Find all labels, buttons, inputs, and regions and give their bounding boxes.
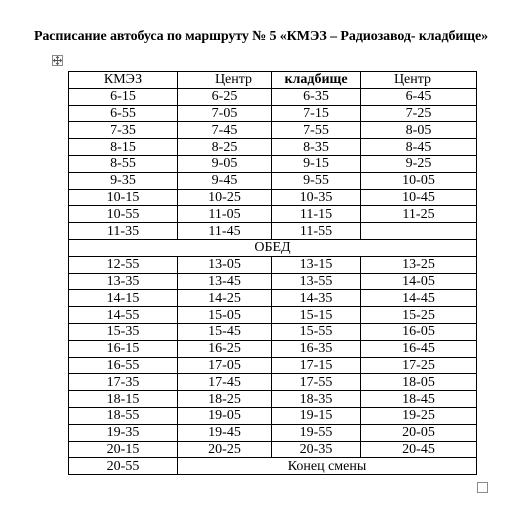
time-cell: 9-35: [69, 172, 178, 189]
time-cell: 15-25: [361, 307, 477, 324]
table-row: [69, 424, 477, 441]
break-row: [69, 239, 477, 256]
table-row: [69, 407, 477, 424]
last-row: [69, 458, 477, 475]
time-cell: 11-55: [272, 223, 361, 240]
time-cell: 10-15: [69, 189, 178, 206]
time-cell: 19-25: [361, 407, 477, 424]
time-cell: 13-35: [69, 273, 178, 290]
time-cell: 11-35: [69, 223, 178, 240]
time-cell: 11-05: [178, 206, 272, 223]
schedule-table: [68, 71, 477, 475]
time-cell: 9-45: [178, 172, 272, 189]
time-cell: 13-15: [272, 256, 361, 273]
time-cell: 19-55: [272, 424, 361, 441]
time-cell: 12-55: [69, 256, 178, 273]
time-cell: 17-05: [178, 357, 272, 374]
table-resize-handle[interactable]: [477, 482, 488, 493]
time-cell: 9-55: [272, 172, 361, 189]
time-cell: 8-55: [69, 155, 178, 172]
table-row: [69, 391, 477, 408]
time-cell: 18-25: [178, 391, 272, 408]
time-cell: 6-25: [178, 88, 272, 105]
time-cell: 18-55: [69, 407, 178, 424]
time-cell: 8-45: [361, 139, 477, 156]
time-cell: 14-15: [69, 290, 178, 307]
time-cell: 17-35: [69, 374, 178, 391]
time-cell: 8-15: [69, 139, 178, 156]
time-cell: 20-35: [272, 441, 361, 458]
document-title: Расписание автобуса по маршруту № 5 «КМЭЗ – Радиозавод- кладбище»: [33, 29, 489, 44]
time-cell: 8-25: [178, 139, 272, 156]
time-cell: 14-05: [361, 273, 477, 290]
table-row: [69, 374, 477, 391]
time-cell: 18-15: [69, 391, 178, 408]
time-cell: 14-55: [69, 307, 178, 324]
table-row: [69, 357, 477, 374]
time-cell: 15-45: [178, 323, 272, 340]
time-cell: [361, 223, 477, 240]
time-cell: 19-35: [69, 424, 178, 441]
time-cell: 15-05: [178, 307, 272, 324]
table-row: [69, 122, 477, 139]
table-row: [69, 206, 477, 223]
end-of-shift-note: Конец смены: [178, 458, 477, 475]
table-row: [69, 273, 477, 290]
time-cell: 11-25: [361, 206, 477, 223]
time-cell: 14-35: [272, 290, 361, 307]
time-cell: 15-15: [272, 307, 361, 324]
header-kladbishche: кладбище: [272, 72, 361, 89]
time-cell: 16-05: [361, 323, 477, 340]
time-cell: 13-25: [361, 256, 477, 273]
time-cell: 17-25: [361, 357, 477, 374]
time-cell: 7-05: [178, 105, 272, 122]
table-row: [69, 256, 477, 273]
time-cell: 20-45: [361, 441, 477, 458]
time-cell: 6-15: [69, 88, 178, 105]
table-row: [69, 88, 477, 105]
time-cell: 7-45: [178, 122, 272, 139]
table-row: [69, 441, 477, 458]
time-cell: 10-25: [178, 189, 272, 206]
table-row: [69, 172, 477, 189]
time-cell: 9-25: [361, 155, 477, 172]
time-cell: 19-05: [178, 407, 272, 424]
time-cell: 7-25: [361, 105, 477, 122]
time-cell: 10-55: [69, 206, 178, 223]
time-cell: 7-35: [69, 122, 178, 139]
table-row: [69, 155, 477, 172]
time-cell: 17-55: [272, 374, 361, 391]
time-cell: 14-25: [178, 290, 272, 307]
time-cell: 18-45: [361, 391, 477, 408]
time-cell: 17-45: [178, 374, 272, 391]
table-row: [69, 139, 477, 156]
time-cell: 16-15: [69, 340, 178, 357]
table-row: [69, 105, 477, 122]
time-cell: 6-35: [272, 88, 361, 105]
time-cell: 7-15: [272, 105, 361, 122]
time-cell: 16-25: [178, 340, 272, 357]
time-cell: 11-45: [178, 223, 272, 240]
time-cell: 13-45: [178, 273, 272, 290]
time-cell: 7-55: [272, 122, 361, 139]
table-row: [69, 340, 477, 357]
move-arrows-icon: [53, 56, 62, 65]
time-cell: 13-05: [178, 256, 272, 273]
time-cell: 8-05: [361, 122, 477, 139]
break-label: ОБЕД: [69, 239, 477, 256]
time-cell: 9-15: [272, 155, 361, 172]
table-row: [69, 307, 477, 324]
time-cell: 20-05: [361, 424, 477, 441]
time-cell: 10-05: [361, 172, 477, 189]
time-cell: 6-55: [69, 105, 178, 122]
time-cell: 15-55: [272, 323, 361, 340]
time-cell: 16-55: [69, 357, 178, 374]
time-cell: 19-15: [272, 407, 361, 424]
table-row: [69, 323, 477, 340]
time-cell: 18-35: [272, 391, 361, 408]
time-cell: 17-15: [272, 357, 361, 374]
table-row: [69, 189, 477, 206]
time-cell: 13-55: [272, 273, 361, 290]
table-move-handle[interactable]: [52, 55, 63, 66]
time-cell: 20-25: [178, 441, 272, 458]
time-cell: 16-45: [361, 340, 477, 357]
header-row: [69, 72, 477, 89]
header-tsentr-2: Центр: [361, 72, 477, 89]
time-cell: 18-05: [361, 374, 477, 391]
last-time-cell: 20-55: [69, 458, 178, 475]
time-cell: 9-05: [178, 155, 272, 172]
table-row: [69, 290, 477, 307]
time-cell: 16-35: [272, 340, 361, 357]
time-cell: 14-45: [361, 290, 477, 307]
time-cell: 19-45: [178, 424, 272, 441]
header-tsentr-1: Центр: [178, 72, 272, 89]
time-cell: 20-15: [69, 441, 178, 458]
time-cell: 11-15: [272, 206, 361, 223]
table-row: [69, 223, 477, 240]
time-cell: 10-35: [272, 189, 361, 206]
time-cell: 15-35: [69, 323, 178, 340]
time-cell: 8-35: [272, 139, 361, 156]
time-cell: 10-45: [361, 189, 477, 206]
time-cell: 6-45: [361, 88, 477, 105]
header-kmez: КМЭЗ: [69, 72, 178, 89]
